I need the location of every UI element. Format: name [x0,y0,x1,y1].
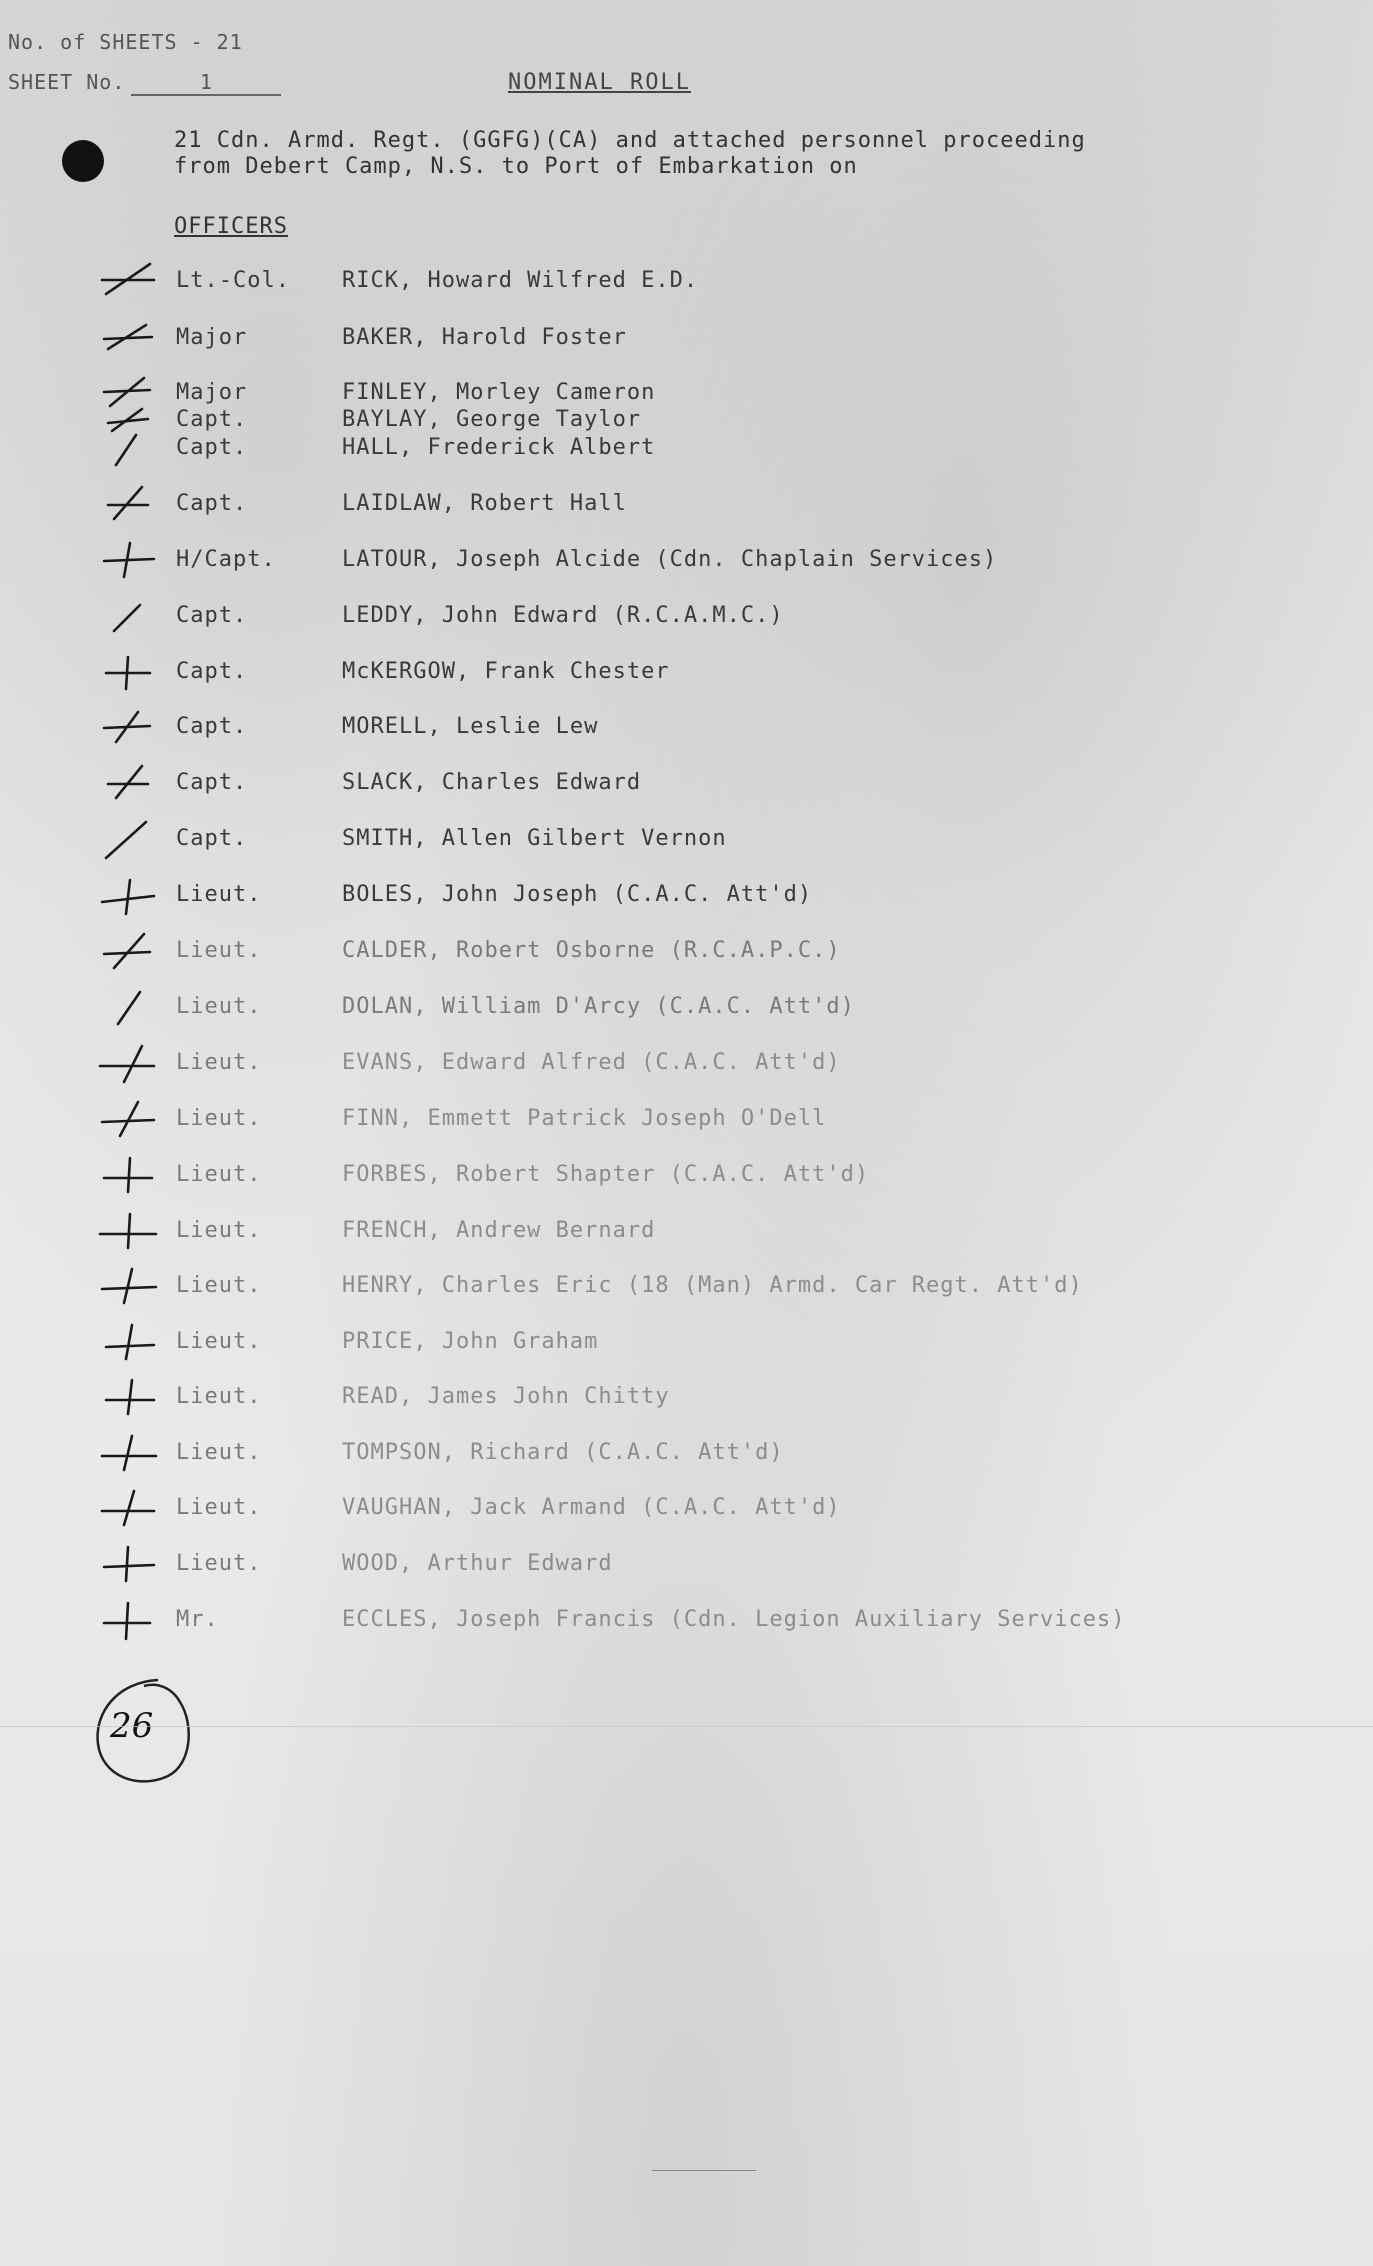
check-mark-icon [98,483,158,527]
officer-rank: Lieut. [176,994,262,1019]
officer-row [0,1607,1373,1637]
check-mark-icon [98,874,158,918]
officer-row [0,268,1373,298]
officer-name: VAUGHAN, Jack Armand (C.A.C. Att'd) [342,1495,841,1520]
page-mark [88,1672,196,1792]
officer-row [0,435,1373,465]
officer-name: SLACK, Charles Edward [342,770,642,795]
officer-rank: Capt. [176,491,248,516]
officer-name: BOLES, John Joseph (C.A.C. Att'd) [342,882,813,907]
officer-rank: Capt. [176,826,248,851]
officer-rank: Lieut. [176,1218,262,1243]
check-mark-icon [98,1042,158,1086]
officer-row [0,1162,1373,1192]
officer-row [0,659,1373,689]
officer-name: HENRY, Charles Eric (18 (Man) Armd. Car Regt. Att'd) [342,1273,1083,1298]
officer-row [0,491,1373,521]
officer-rank: Mr. [176,1607,219,1632]
check-mark-icon [98,1432,158,1476]
check-mark-icon [98,260,158,304]
check-mark-icon [98,651,158,695]
sheets-count: No. of SHEETS - 21 [8,30,243,54]
officer-rank: Lieut. [176,1551,262,1576]
officer-row [0,714,1373,744]
officer-rank: H/Capt. [176,547,276,572]
officer-name: TOMPSON, Richard (C.A.C. Att'd) [342,1440,784,1465]
page-mark-number: 26 [110,1706,154,1746]
check-mark-icon [98,1210,158,1254]
officer-name: CALDER, Robert Osborne (R.C.A.P.C.) [342,938,841,963]
fold-line [0,1726,1373,1727]
officer-rank: Lieut. [176,1162,262,1187]
check-mark-icon [98,1487,158,1531]
officer-row [0,1384,1373,1414]
officer-row [0,547,1373,577]
check-mark-icon [98,930,158,974]
check-mark-icon [98,1543,158,1587]
bottom-rule [652,2170,756,2171]
officer-rank: Capt. [176,603,248,628]
intro-line-1: 21 Cdn. Armd. Regt. (GGFG)(CA) and attached personnel proceeding [174,128,1086,153]
officer-name: EVANS, Edward Alfred (C.A.C. Att'd) [342,1050,841,1075]
sheet-number-label: SHEET No. [8,70,126,94]
check-mark-icon [98,539,158,583]
officer-rank: Lieut. [176,1050,262,1075]
officer-rank: Capt. [176,714,248,739]
officer-rank: Lieut. [176,882,262,907]
check-mark-icon [98,1154,158,1198]
officer-row [0,1273,1373,1303]
officer-name: FINLEY, Morley Cameron [342,380,656,405]
officer-row [0,1440,1373,1470]
officer-rank: Lt.-Col. [176,268,290,293]
officer-row [0,325,1373,355]
officer-rank: Lieut. [176,1329,262,1354]
check-mark-icon [98,706,158,750]
officer-name: FINN, Emmett Patrick Joseph O'Dell [342,1106,827,1131]
officer-name: HALL, Frederick Albert [342,435,656,460]
officer-row [0,1050,1373,1080]
officer-row [0,938,1373,968]
check-mark-icon [98,818,158,862]
sheet-number-value: 1 [131,70,281,96]
officer-rank: Capt. [176,770,248,795]
officer-name: ECCLES, Joseph Francis (Cdn. Legion Auxiliary Services) [342,1607,1126,1632]
officer-name: FORBES, Robert Shapter (C.A.C. Att'd) [342,1162,870,1187]
officer-name: BAKER, Harold Foster [342,325,627,350]
officer-row [0,1551,1373,1581]
officer-name: READ, James John Chitty [342,1384,670,1409]
officer-rank: Lieut. [176,1495,262,1520]
officer-row [0,826,1373,856]
officer-row [0,994,1373,1024]
check-mark-icon [98,986,158,1030]
officer-rank: Major [176,380,248,405]
officer-name: LEDDY, John Edward (R.C.A.M.C.) [342,603,784,628]
officer-row [0,1218,1373,1248]
check-mark-icon [98,427,158,471]
officer-row [0,770,1373,800]
check-mark-icon [98,1265,158,1309]
officer-row [0,1106,1373,1136]
officer-rank: Major [176,325,248,350]
officer-row [0,603,1373,633]
check-mark-icon [98,1098,158,1142]
officer-rank: Capt. [176,435,248,460]
check-mark-icon [98,595,158,639]
officer-name: LAIDLAW, Robert Hall [342,491,627,516]
officer-row [0,882,1373,912]
check-mark-icon [98,1376,158,1420]
intro-line-2: from Debert Camp, N.S. to Port of Embarkation on [174,154,858,179]
check-mark-icon [98,317,158,361]
officer-rank: Lieut. [176,1384,262,1409]
officer-rank: Lieut. [176,1440,262,1465]
officer-name: PRICE, John Graham [342,1329,599,1354]
officer-name: FRENCH, Andrew Bernard [342,1218,656,1243]
officer-rank: Lieut. [176,1273,262,1298]
officer-row [0,407,1373,437]
check-mark-icon [98,762,158,806]
officer-rank: Capt. [176,407,248,432]
officer-rank: Lieut. [176,1106,262,1131]
officer-row [0,1495,1373,1525]
officer-name: MORELL, Leslie Lew [342,714,599,739]
officer-name: SMITH, Allen Gilbert Vernon [342,826,727,851]
officer-name: RICK, Howard Wilfred E.D. [342,268,699,293]
officer-rank: Lieut. [176,938,262,963]
officer-name: WOOD, Arthur Edward [342,1551,613,1576]
document-title: NOMINAL ROLL [508,70,691,95]
officer-name: DOLAN, William D'Arcy (C.A.C. Att'd) [342,994,855,1019]
officer-name: McKERGOW, Frank Chester [342,659,670,684]
check-mark-icon [98,1599,158,1643]
officer-name: LATOUR, Joseph Alcide (Cdn. Chaplain Services) [342,547,998,572]
officer-row [0,380,1373,410]
officer-name: BAYLAY, George Taylor [342,407,642,432]
officer-rank: Capt. [176,659,248,684]
section-title: OFFICERS [174,214,288,239]
check-mark-icon [98,1321,158,1365]
officer-row [0,1329,1373,1359]
